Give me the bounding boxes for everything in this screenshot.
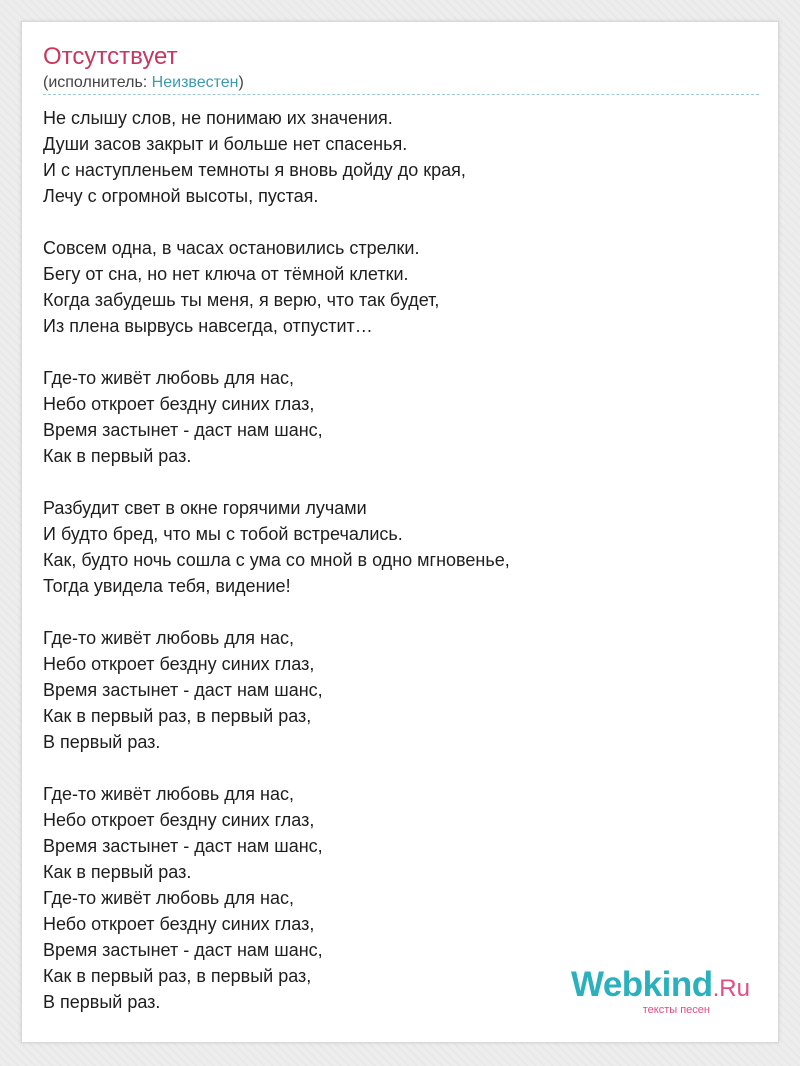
logo-wordmark xyxy=(571,967,750,1007)
song-title: Отсутствует xyxy=(43,43,178,70)
title-divider xyxy=(43,94,759,95)
lyric-line: Время застынет - даст нам шанс, xyxy=(43,836,323,856)
lyric-line: Тогда увидела тебя, видение! xyxy=(43,576,291,596)
lyric-line: Как в первый раз. xyxy=(43,862,192,882)
lyric-line: Небо откроет бездну синих глаз, xyxy=(43,394,315,414)
lyric-line: В первый раз. xyxy=(43,732,161,752)
lyric-line: Где-то живёт любовь для нас, xyxy=(43,628,294,648)
lyric-line: Из плена вырвусь навсегда, отпустит… xyxy=(43,316,373,336)
site-logo[interactable] xyxy=(571,967,750,1016)
artist-link[interactable]: Неизвестен xyxy=(151,74,239,91)
lyric-line: Время застынет - даст нам шанс, xyxy=(43,940,323,960)
lyric-line: И с наступленьем темноты я вновь дойду до края, xyxy=(43,160,466,180)
lyric-line: И будто бред, что мы с тобой встречались. xyxy=(43,524,403,544)
lyric-line: Небо откроет бездну синих глаз, xyxy=(43,914,315,934)
lyric-line: Бегу от сна, но нет ключа от тёмной клетки. xyxy=(43,264,409,284)
lyric-line: Разбудит свет в окне горячими лучами xyxy=(43,498,367,518)
lyric-line: Не слышу слов, не понимаю их значения. xyxy=(43,108,393,128)
artist-suffix: ) xyxy=(238,74,244,91)
artist-line xyxy=(43,73,244,93)
lyrics-text xyxy=(43,105,759,1015)
lyric-line: Небо откроет бездну синих глаз, xyxy=(43,810,315,830)
lyric-stanza-gap xyxy=(43,469,759,495)
lyric-stanza-gap xyxy=(43,209,759,235)
lyric-line: Совсем одна, в часах остановились стрелки. xyxy=(43,238,420,258)
lyric-line: Лечу с огромной высоты, пустая. xyxy=(43,186,319,206)
lyric-stanza-gap xyxy=(43,755,759,781)
lyric-line: Время застынет - даст нам шанс, xyxy=(43,680,323,700)
lyric-line: Как в первый раз, в первый раз, xyxy=(43,966,312,986)
lyrics-card xyxy=(21,21,779,1043)
lyric-line: В первый раз. xyxy=(43,992,161,1012)
lyric-line: Как в первый раз, в первый раз, xyxy=(43,706,312,726)
lyric-line: Как в первый раз. xyxy=(43,446,192,466)
lyric-line: Как, будто ночь сошла с ума со мной в одно мгновенье, xyxy=(43,550,510,570)
lyric-line: Небо откроет бездну синих глаз, xyxy=(43,654,315,674)
lyric-line: Где-то живёт любовь для нас, xyxy=(43,368,294,388)
logo-suffix-text: .Ru xyxy=(712,975,750,1002)
logo-tagline: тексты песен xyxy=(642,1004,710,1016)
lyric-stanza-gap xyxy=(43,339,759,365)
lyric-stanza-gap xyxy=(43,599,759,625)
lyric-line: Где-то живёт любовь для нас, xyxy=(43,888,294,908)
lyric-line: Души засов закрыт и больше нет спасенья. xyxy=(43,134,408,154)
lyric-line: Время застынет - даст нам шанс, xyxy=(43,420,323,440)
logo-main-text: Webkind xyxy=(570,965,713,1004)
lyric-line: Где-то живёт любовь для нас, xyxy=(43,784,294,804)
artist-prefix: (исполнитель: xyxy=(43,74,152,91)
lyric-line: Когда забудешь ты меня, я верю, что так будет, xyxy=(43,290,440,310)
